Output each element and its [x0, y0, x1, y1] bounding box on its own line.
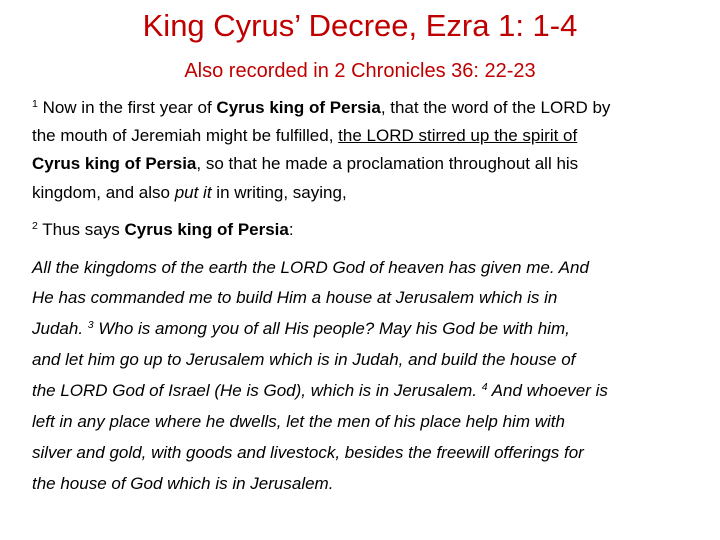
decree-line4: and let him go up to Jerusalem which is in Judah, and build the house of: [32, 350, 576, 369]
verse1-line1-cyrus: Cyrus king of Persia: [216, 98, 381, 117]
slide-title: King Cyrus’ Decree, Ezra 1: 1-4: [142, 8, 578, 43]
verse1-line1-a: Now in the first year of: [42, 98, 217, 117]
verse2-intro: [32, 218, 294, 242]
verse1-line2: [32, 124, 577, 148]
verse1-line3: [32, 152, 578, 176]
verse-number-3: 3: [87, 319, 94, 331]
verse1-line1: [32, 96, 610, 120]
decree-line5-a: the LORD God of Israel (He is God), which is in Jerusalem.: [32, 381, 482, 400]
decree-line8: the house of God which is in Jerusalem.: [32, 474, 334, 493]
verse2-intro-cyrus: Cyrus king of Persia: [124, 220, 289, 239]
verse1-line2-underlined: the LORD stirred up the spirit of: [338, 126, 578, 145]
decree-line3-a: Judah.: [32, 319, 88, 338]
decree-line2: He has commanded me to build Him a house at Jerusalem which is in: [32, 288, 558, 307]
verse1-line4-italic: put it: [174, 183, 212, 202]
verse1-line2-a: the mouth of Jeremiah might be fulfilled,: [32, 126, 339, 145]
decree-line3-b: Who is among you of all His people? May his God be with him,: [93, 319, 570, 338]
decree-line3: [32, 317, 570, 341]
decree-line5-b: And whoever is: [487, 381, 608, 400]
verse1-line4-a: kingdom, and also: [32, 183, 175, 202]
verse-number-1: 1: [32, 98, 38, 110]
decree-line6: left in any place where he dwells, let the men of his place help him with: [32, 412, 565, 431]
verse-number-4: 4: [481, 381, 488, 393]
verse2-intro-a: Thus says: [42, 220, 125, 239]
slide-subtitle: Also recorded in 2 Chronicles 36: 22-23: [184, 60, 536, 82]
verse-number-2: 2: [32, 220, 38, 232]
decree-line7: silver and gold, with goods and livestock, besides the freewill offerings for: [32, 443, 584, 462]
verse1-line4: [32, 181, 347, 205]
verse1-line4-c: in writing, saying,: [211, 183, 347, 202]
verse1-line3-cyrus: Cyrus king of Persia: [32, 154, 197, 173]
decree-line1: All the kingdoms of the earth the LORD God of heaven has given me. And: [32, 258, 589, 277]
verse1-line1-c: , that the word of the LORD by: [380, 98, 611, 117]
verse2-intro-c: :: [288, 220, 294, 239]
verse1-line3-b: , so that he made a proclamation throughout all his: [196, 154, 579, 173]
decree-line5: [32, 379, 608, 403]
